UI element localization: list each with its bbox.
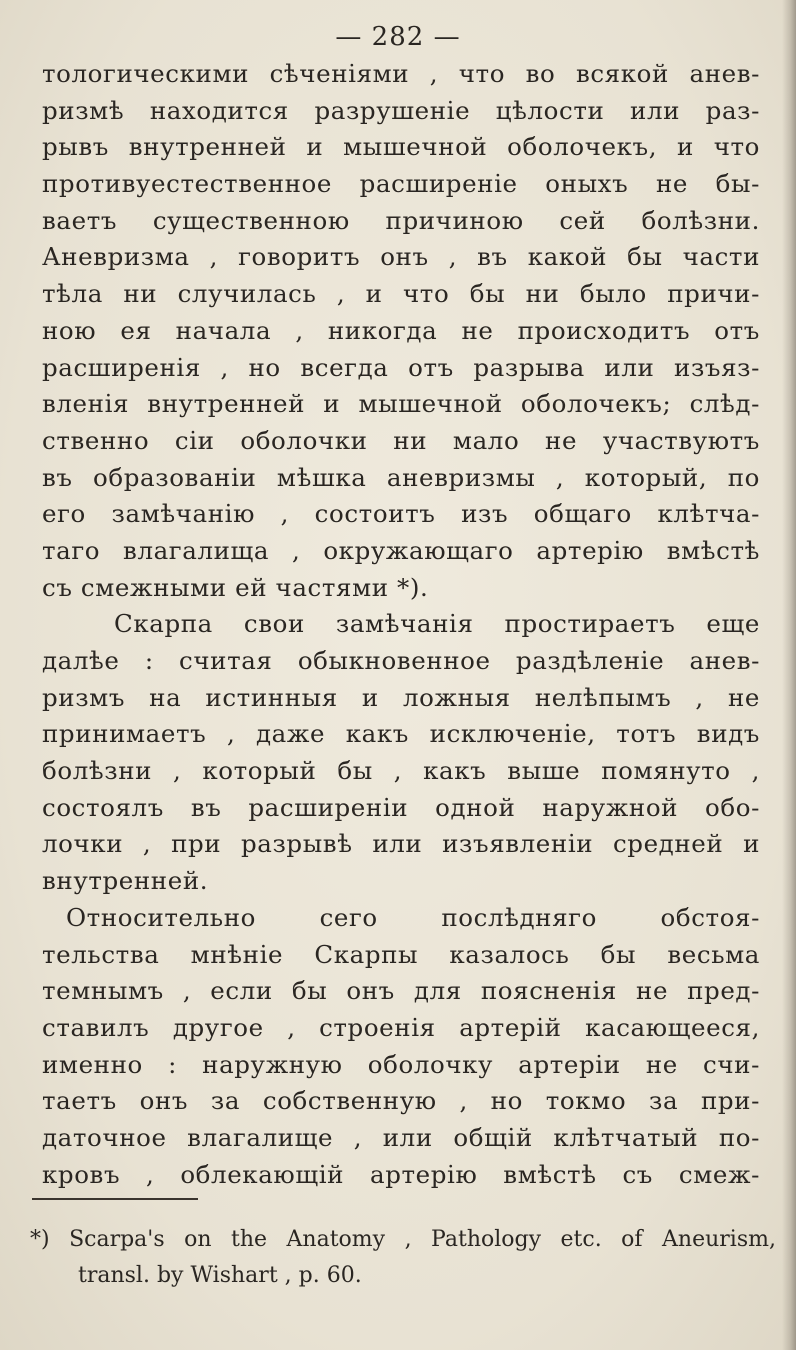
text-line: лочки , при разрывѣ или изъявленіи средней и <box>42 829 760 859</box>
text-line: ваетъ существенною причиною сей болѣзни. <box>42 205 760 235</box>
text-line: именно : наружную оболочку артеріи не счи- <box>42 1049 760 1079</box>
text-line: Скарпа свои замѣчанія простираетъ еще <box>114 609 760 639</box>
text-line: внутренней. <box>42 866 209 896</box>
text-line: Относительно сего послѣдняго обстоя- <box>66 902 760 932</box>
page-number: — 282 — <box>335 22 461 52</box>
text-line: тельства мнѣніе Скарпы казалось бы весьма <box>42 939 760 969</box>
text-line: болѣзни , который бы , какъ выше помянуто , <box>42 756 760 786</box>
text-line: таетъ онъ за собственную , но токмо за при- <box>42 1086 760 1116</box>
text-line: таго влагалища , окружающаго артерію вмѣстѣ <box>42 535 760 565</box>
text-line: состоялъ въ расширеніи одной наружной обо- <box>42 792 760 822</box>
text-line: принимаетъ , даже какъ исключеніе, тотъ видъ <box>42 719 760 749</box>
text-line: Аневризма , говоритъ онъ , въ какой бы части <box>42 242 760 272</box>
text-line: ственно сіи оболочки ни мало не участвуютъ <box>42 425 760 455</box>
text-line: кровъ , облекающій артерію вмѣстѣ съ смеж- <box>42 1159 760 1189</box>
text-line: въ образованіи мѣшка аневризмы , который, по <box>42 462 760 492</box>
text-line: противуестественное расширеніе оныхъ не бы- <box>42 169 760 199</box>
text-line: ставилъ другое , строенія артерій касающееся, <box>42 1012 760 1042</box>
text-line: тѣла ни случилась , и что бы ни было причи- <box>42 279 760 309</box>
text-line: ризмѣ находится разрушеніе цѣлости или раз- <box>42 95 760 125</box>
text-line: съ смежными ей частями *). <box>42 572 429 602</box>
footnote-line: *) Scarpa's on the Anatomy , Pathology etc. of Aneurism, <box>30 1227 776 1252</box>
text-line: расширенія , но всегда отъ разрыва или изъяз- <box>42 352 760 382</box>
footnote <box>30 1222 776 1294</box>
text-line: тологическими сѣченіями , что во всякой анев- <box>42 59 760 88</box>
text-line: темнымъ , если бы онъ для поясненія не пред- <box>42 976 760 1006</box>
text-line: далѣе : считая обыкновенное раздѣленіе анев- <box>42 646 760 675</box>
text-line: его замѣчанію , состоитъ изъ общаго клѣтча- <box>42 499 760 529</box>
text-line: ною ея начала , никогда не происходитъ отъ <box>42 315 760 345</box>
text-line: рывъ внутренней и мышечной оболочекъ, и что <box>42 132 760 162</box>
footnote-rule <box>32 1198 198 1200</box>
footnote-line: transl. by Wishart , p. 60. <box>78 1263 362 1288</box>
text-line: вленія внутренней и мышечной оболочекъ; слѣд- <box>42 389 760 419</box>
main-text <box>42 56 760 1193</box>
text-line: ризмъ на истинныя и ложныя нелѣпымъ , не <box>42 682 760 712</box>
page-edge-shadow <box>782 0 796 1350</box>
text-line: даточное влагалище , или общій клѣтчатый по- <box>42 1122 760 1152</box>
